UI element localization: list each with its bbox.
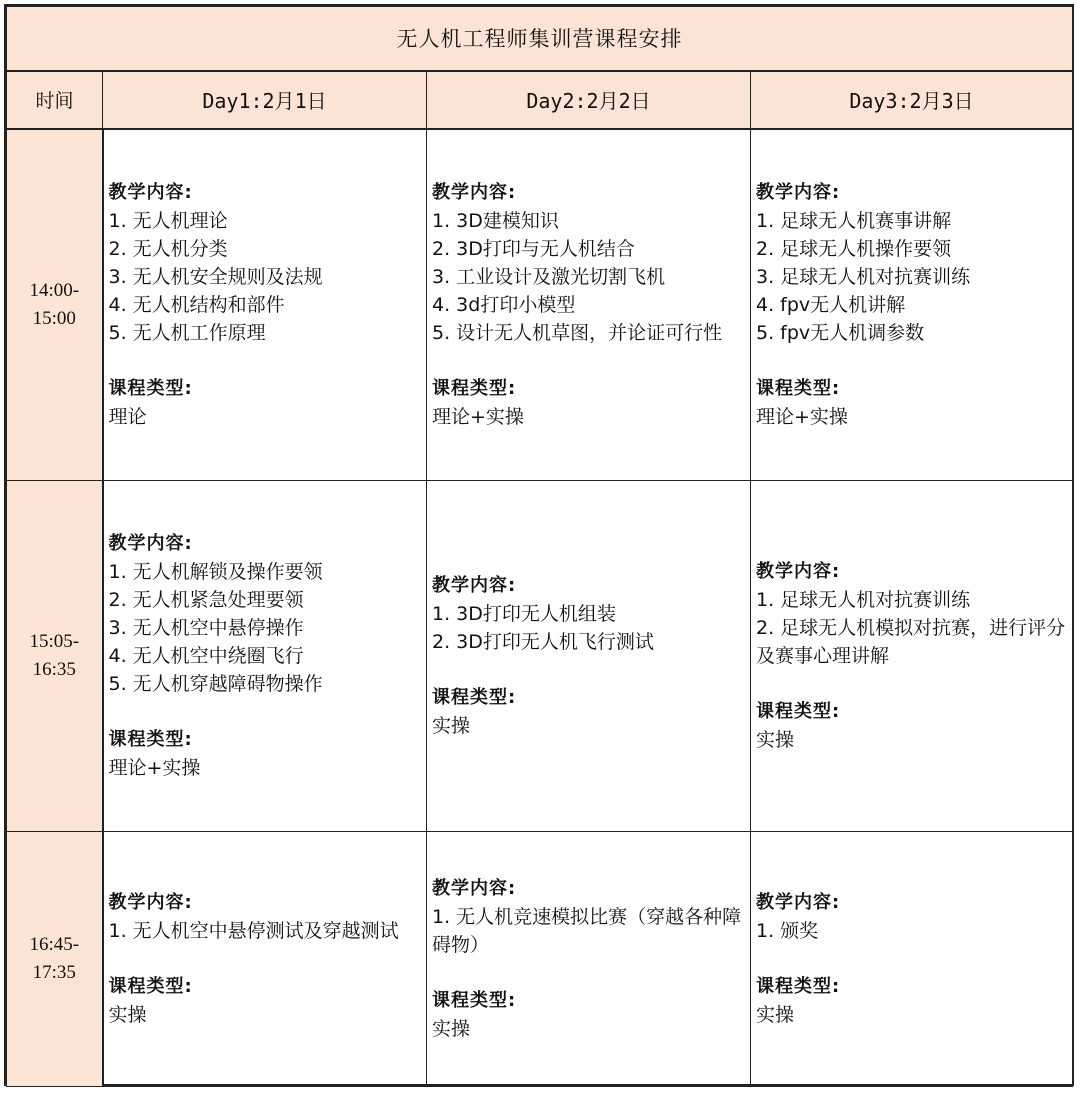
time-slot-cell bbox=[7, 129, 103, 481]
type-label: 课程类型: bbox=[108, 377, 193, 399]
list-item: 5. 设计无人机草图，并论证可行性 bbox=[432, 321, 723, 344]
content-label: 教学内容: bbox=[108, 892, 193, 913]
course-type: 实操 bbox=[756, 729, 795, 751]
lesson-cell bbox=[427, 832, 751, 1087]
content-label: 教学内容: bbox=[108, 533, 193, 554]
list-item: 1. 无人机解锁及操作要领 bbox=[108, 561, 323, 583]
list-item: 2. 无人机分类 bbox=[108, 237, 228, 260]
time-end: 15:00 bbox=[32, 307, 76, 329]
list-item: 5. fpv无人机调参数 bbox=[756, 321, 925, 344]
lesson-cell bbox=[751, 481, 1073, 832]
list-item: 1. 无人机空中悬停测试及穿越测试 bbox=[108, 920, 399, 942]
schedule-table bbox=[6, 6, 1073, 1087]
table-row bbox=[7, 832, 1073, 1087]
type-label: 课程类型: bbox=[756, 377, 841, 399]
header-day-1: Day1:2月1日 bbox=[103, 71, 427, 129]
list-item: 1. 3D打印无人机组装 bbox=[432, 603, 616, 625]
list-item: 3. 无人机安全规则及法规 bbox=[108, 265, 323, 288]
list-item: 5. 无人机穿越障碍物操作 bbox=[108, 673, 323, 695]
content-label: 教学内容: bbox=[432, 575, 517, 596]
lesson-cell bbox=[103, 832, 427, 1087]
table-row bbox=[7, 481, 1073, 832]
list-item: 1. 3D建模知识 bbox=[432, 209, 559, 232]
lesson-cell bbox=[427, 129, 751, 481]
course-type: 实操 bbox=[108, 1004, 147, 1026]
time-slot-cell bbox=[7, 481, 103, 832]
list-item: 2. 无人机紧急处理要领 bbox=[108, 589, 304, 611]
time-end: 16:35 bbox=[32, 659, 76, 680]
header-day-3: Day3:2月3日 bbox=[751, 71, 1073, 129]
course-type: 理论 bbox=[108, 405, 147, 428]
course-type: 理论+实操 bbox=[756, 405, 848, 428]
type-label: 课程类型: bbox=[756, 976, 841, 997]
list-item: 4. 无人机结构和部件 bbox=[108, 293, 285, 316]
list-item: 1. 无人机理论 bbox=[108, 209, 228, 232]
content-label: 教学内容: bbox=[432, 181, 517, 203]
course-type: 实操 bbox=[432, 715, 471, 737]
list-item: 1. 无人机竞速模拟比赛（穿越各种障碍物） bbox=[432, 906, 742, 956]
lesson-cell bbox=[103, 481, 427, 832]
course-type: 理论+实操 bbox=[108, 757, 201, 779]
time-end: 17:35 bbox=[32, 962, 76, 983]
schedule-sheet bbox=[4, 4, 1074, 1086]
list-item: 1. 足球无人机对抗赛训练 bbox=[756, 589, 971, 611]
time-start: 15:05- bbox=[29, 631, 80, 652]
type-label: 课程类型: bbox=[756, 701, 841, 722]
header-time: 时间 bbox=[7, 71, 103, 129]
type-label: 课程类型: bbox=[432, 687, 517, 708]
type-label: 课程类型: bbox=[108, 729, 193, 750]
lesson-cell bbox=[751, 832, 1073, 1087]
table-title: 无人机工程师集训营课程安排 bbox=[7, 7, 1073, 71]
table-row bbox=[7, 129, 1073, 481]
header-day-2: Day2:2月2日 bbox=[427, 71, 751, 129]
type-label: 课程类型: bbox=[432, 377, 517, 399]
type-label: 课程类型: bbox=[108, 976, 193, 997]
content-label: 教学内容: bbox=[756, 892, 841, 913]
content-label: 教学内容: bbox=[756, 561, 841, 582]
time-start: 14:00- bbox=[29, 279, 80, 301]
course-type: 实操 bbox=[756, 1004, 795, 1026]
time-start: 16:45- bbox=[29, 934, 80, 955]
lesson-cell bbox=[427, 481, 751, 832]
list-item: 2. 3D打印无人机飞行测试 bbox=[432, 631, 654, 653]
list-item: 4. 无人机空中绕圈飞行 bbox=[108, 645, 304, 667]
content-label: 教学内容: bbox=[108, 181, 193, 203]
list-item: 4. 3d打印小模型 bbox=[432, 293, 576, 316]
list-item: 2. 3D打印与无人机结合 bbox=[432, 237, 635, 260]
list-item: 4. fpv无人机讲解 bbox=[756, 293, 906, 316]
list-item: 3. 工业设计及激光切割飞机 bbox=[432, 265, 666, 288]
type-label: 课程类型: bbox=[432, 990, 517, 1011]
course-type: 理论+实操 bbox=[432, 405, 524, 428]
list-item: 3. 无人机空中悬停操作 bbox=[108, 617, 304, 639]
lesson-cell bbox=[751, 129, 1073, 481]
list-item: 5. 无人机工作原理 bbox=[108, 321, 266, 344]
list-item: 2. 足球无人机模拟对抗赛，进行评分及赛事心理讲解 bbox=[756, 617, 1066, 667]
course-type: 实操 bbox=[432, 1018, 471, 1040]
list-item: 1. 颁奖 bbox=[756, 920, 819, 942]
list-item: 2. 足球无人机操作要领 bbox=[756, 237, 952, 260]
content-label: 教学内容: bbox=[756, 181, 841, 203]
lesson-cell bbox=[103, 129, 427, 481]
time-slot-cell bbox=[7, 832, 103, 1087]
list-item: 3. 足球无人机对抗赛训练 bbox=[756, 265, 971, 288]
content-label: 教学内容: bbox=[432, 878, 517, 899]
list-item: 1. 足球无人机赛事讲解 bbox=[756, 209, 952, 232]
